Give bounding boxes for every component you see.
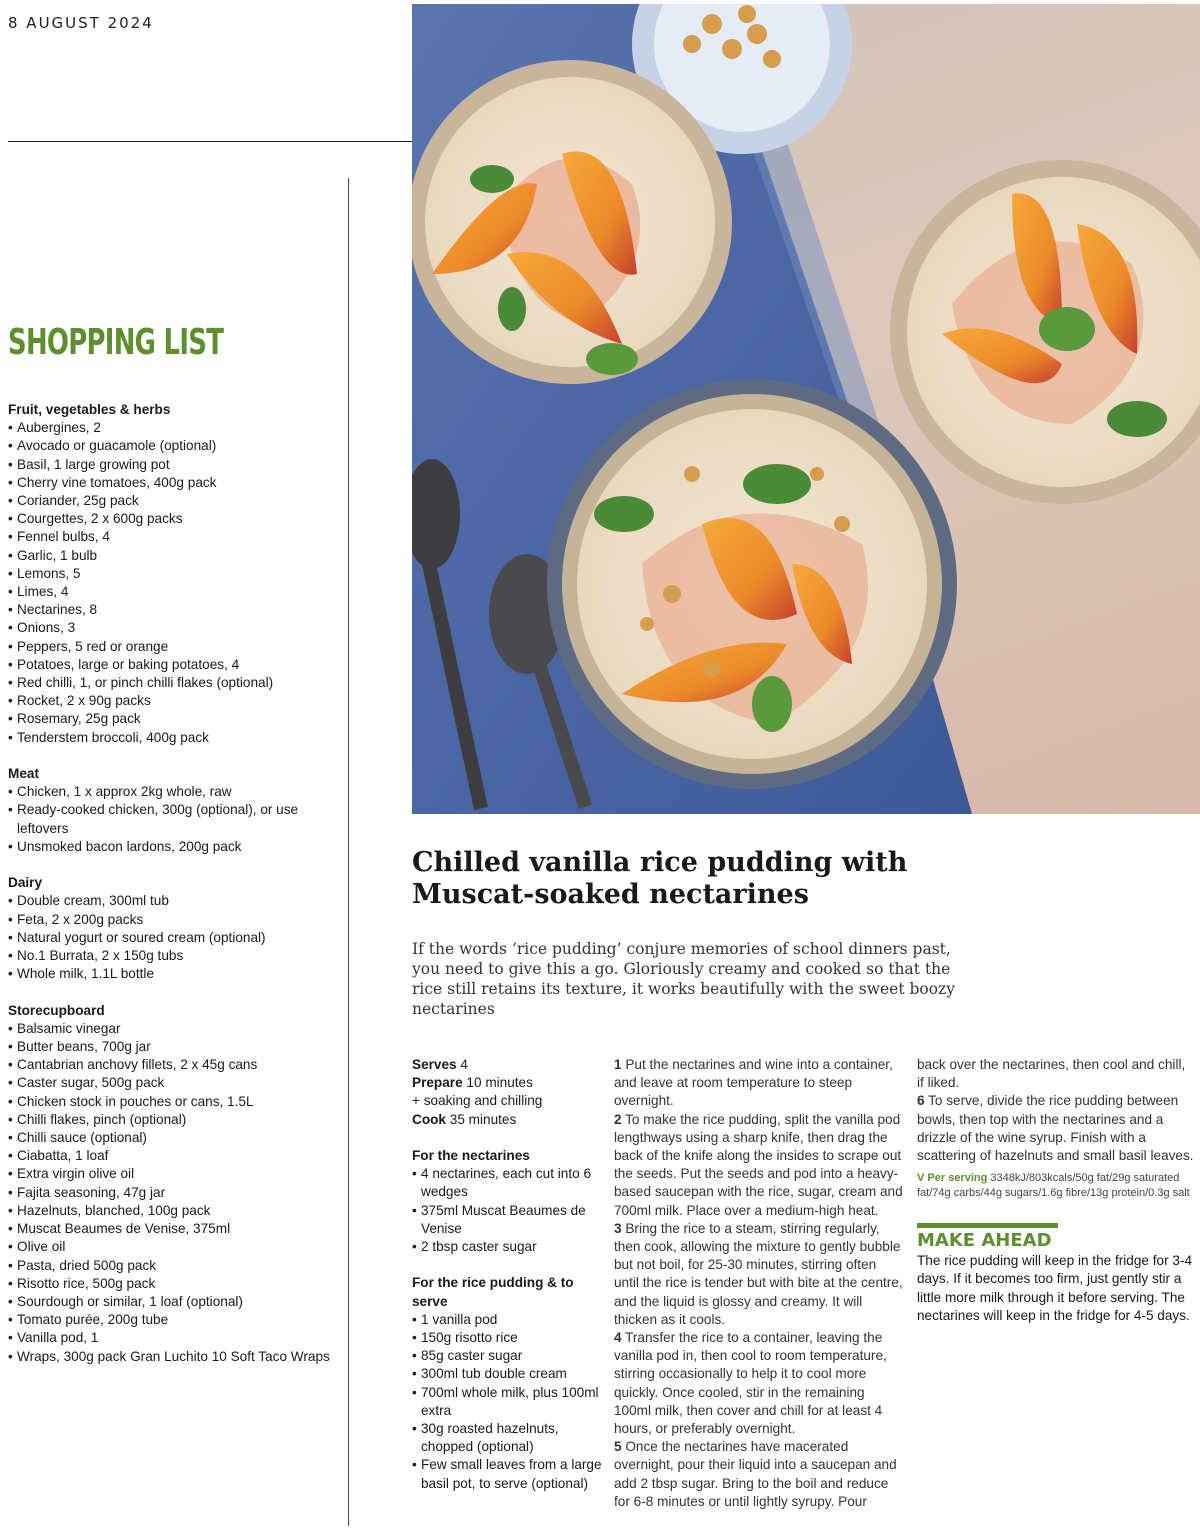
method-step (917, 1092, 1195, 1165)
shopping-item: • Extra virgin olive oil (8, 1165, 343, 1183)
step-text: Transfer the rice to a container, leaving the vanilla pod in, then cool to room temperature, stirring occasionally to help it to cool more quickly. Once cooled, stir in the remaining 100ml milk, then cover and chill for at least 4 hours, or preferably overnight. (614, 1330, 887, 1437)
step-text: To serve, divide the rice pudding between bowls, then top with the nectarines and a drizzle of the wine syrup. Finish with a scattering of hazelnuts and small basil leaves. (917, 1093, 1194, 1164)
vegetarian-badge: V (917, 1172, 925, 1185)
nutrition-text: 3348kJ/803kcals/50g fat/29g saturated fat/74g carbs/44g sugars/1.6g fibre/13g protein/0.3g salt (917, 1172, 1190, 1200)
step-number: 3 (614, 1220, 622, 1236)
shopping-section-heading: Fruit, vegetables & herbs (8, 402, 171, 417)
shopping-item: • Vanilla pod, 1 (8, 1329, 343, 1347)
shopping-item: • Coriander, 25g pack (8, 492, 343, 510)
shopping-item: • Feta, 2 x 200g packs (8, 911, 343, 929)
step-5-continued: back over the nectarines, then cool and chill, if liked. (917, 1057, 1186, 1091)
shopping-item: • Unsmoked bacon lardons, 200g pack (8, 838, 343, 856)
method-column-continued (917, 1056, 1195, 1325)
nutrition-label: Per serving (927, 1172, 988, 1185)
shopping-item: • Ciabatta, 1 loaf (8, 1147, 343, 1165)
shopping-item: • Caster sugar, 500g pack (8, 1074, 343, 1092)
shopping-item: • Garlic, 1 bulb (8, 547, 343, 565)
recipe-photo (412, 4, 1200, 814)
shopping-item: • Rosemary, 25g pack (8, 710, 343, 728)
step-number: 4 (614, 1330, 622, 1346)
ingredient-item: • 300ml tub double cream (412, 1365, 602, 1383)
step-number: 1 (614, 1057, 622, 1072)
shopping-item: • Chicken, 1 x approx 2kg whole, raw (8, 783, 343, 801)
shopping-item: • Wraps, 300g pack Gran Luchito 10 Soft Taco Wraps (8, 1348, 343, 1366)
shopping-item: • Butter beans, 700g jar (8, 1038, 343, 1056)
shopping-item: • Peppers, 5 red or orange (8, 638, 343, 656)
serves-line (412, 1056, 602, 1074)
ingredient-item: • 375ml Muscat Beaumes de Venise (412, 1202, 602, 1238)
shopping-item: • Red chilli, 1, or pinch chilli flakes (optional) (8, 674, 343, 692)
recipe-intro: If the words ‘rice pudding’ conjure memories of school dinners past, you need to give this a go. Gloriously creamy and cooked so that the rice still retains its texture, it works beautifully with the sweet boozy nectarines (412, 940, 955, 1018)
cook-line (412, 1111, 602, 1129)
shopping-item: • Basil, 1 large growing pot (8, 456, 343, 474)
shopping-item: • Olive oil (8, 1238, 343, 1256)
ingredient-groups (412, 1147, 602, 1493)
shopping-list (8, 401, 343, 1366)
make-ahead-rule (917, 1223, 1058, 1228)
step-number: 2 (614, 1111, 622, 1127)
shopping-item: • Rocket, 2 x 90g packs (8, 692, 343, 710)
prepare-line (412, 1074, 602, 1092)
serves-label: Serves (412, 1057, 457, 1072)
shopping-item: • Ready-cooked chicken, 300g (optional), or use leftovers (8, 801, 343, 837)
shopping-item: • Natural yogurt or soured cream (optional) (8, 929, 343, 947)
shopping-item: • Pasta, dried 500g pack (8, 1257, 343, 1275)
shopping-item: • Muscat Beaumes de Venise, 375ml (8, 1220, 343, 1238)
step-number: 5 (614, 1439, 622, 1455)
step-text: Once the nectarines have macerated overnight, pour their liquid into a saucepan and add 2 tbsp sugar. Bring to the boil and reduce for 6-8 minutes or until lightly syrupy. Pour (614, 1439, 897, 1509)
ingredient-item: • 85g caster sugar (412, 1347, 602, 1365)
method-step (614, 1220, 904, 1329)
method-step (614, 1056, 904, 1111)
recipe-title-line-1: Chilled vanilla rice pudding with (412, 847, 908, 878)
shopping-item: • Fajita seasoning, 47g jar (8, 1184, 343, 1202)
shopping-section-heading: Dairy (8, 875, 43, 891)
shopping-item: • Hazelnuts, blanched, 100g pack (8, 1202, 343, 1220)
shopping-item: • Courgettes, 2 x 600g packs (8, 510, 343, 528)
header-rule (8, 141, 412, 142)
ingredient-group-heading: For the nectarines (412, 1148, 530, 1163)
shopping-item: • Avocado or guacamole (optional) (8, 437, 343, 455)
ingredient-item: • Few small leaves from a large basil pot, to serve (optional) (412, 1456, 602, 1492)
ingredient-item: • 150g risotto rice (412, 1329, 602, 1347)
ingredient-item: • 1 vanilla pod (412, 1311, 602, 1329)
method-step (614, 1329, 904, 1438)
cook-value: 35 minutes (449, 1111, 517, 1127)
step-text: To make the rice pudding, split the vanilla pod lengthways using a sharp knife, then drag the back of the knife along the insides to scrape out the seeds. Put the seeds and pod into a heavy-based saucepan with the rice, sugar, cream and 700ml milk. Place over a medium-high heat. (614, 1111, 903, 1218)
step-text: Bring the rice to a steam, stirring regularly, then cook, allowing the mixture to gently bubble but not boil, for 25-30 minutes, stirring often until the rice is tender but with bite at the centre, and the liquid is glossy and creamy. It will thicken as it cools. (614, 1220, 903, 1327)
shopping-item: • Lemons, 5 (8, 565, 343, 583)
shopping-item: • Aubergines, 2 (8, 419, 343, 437)
shopping-item: • Tomato purée, 200g tube (8, 1311, 343, 1329)
method-step (614, 1111, 904, 1220)
ingredient-item: • 700ml whole milk, plus 100ml extra (412, 1384, 602, 1420)
shopping-item: • Chilli sauce (optional) (8, 1129, 343, 1147)
shopping-item: • No.1 Burrata, 2 x 150g tubs (8, 947, 343, 965)
shopping-item: • Limes, 4 (8, 583, 343, 601)
shopping-item: • Fennel bulbs, 4 (8, 528, 343, 546)
prepare-extra: + soaking and chilling (412, 1093, 543, 1109)
method-step (614, 1438, 904, 1511)
make-ahead-text: The rice pudding will keep in the fridge for 3-4 days. If it becomes too firm, just gently stir a little more milk through it before serving. The nectarines will keep in the fridge for 4-5 days. (917, 1253, 1193, 1323)
ingredient-item: • 4 nectarines, each cut into 6 wedges (412, 1165, 602, 1201)
recipe-title-line-2: Muscat-soaked nectarines (412, 879, 809, 910)
ingredient-item: • 2 tbsp caster sugar (412, 1238, 602, 1256)
method-column (614, 1056, 904, 1511)
serves-value: 4 (460, 1057, 468, 1072)
step-text: Put the nectarines and wine into a container, and leave at room temperature to steep overnight. (614, 1057, 893, 1109)
shopping-item: • Chilli flakes, pinch (optional) (8, 1111, 343, 1129)
shopping-item: • Cantabrian anchovy fillets, 2 x 45g cans (8, 1056, 343, 1074)
shopping-item: • Cherry vine tomatoes, 400g pack (8, 474, 343, 492)
shopping-section-heading: Storecupboard (8, 1002, 105, 1018)
shopping-item: • Chicken stock in pouches or cans, 1.5L (8, 1093, 343, 1111)
shopping-item: • Sourdough or similar, 1 loaf (optional) (8, 1293, 343, 1311)
recipe-info-column (412, 1056, 602, 1493)
shopping-item: • Onions, 3 (8, 619, 343, 637)
shopping-item: • Double cream, 300ml tub (8, 892, 343, 910)
make-ahead-title: MAKE AHEAD (917, 1230, 1052, 1252)
column-divider (348, 178, 349, 1526)
recipe-title (412, 847, 972, 911)
nutrition-info (917, 1171, 1195, 1201)
ingredient-group-heading: For the rice pudding & to serve (412, 1275, 574, 1309)
ingredient-item: • 30g roasted hazelnuts, chopped (optional) (412, 1420, 602, 1456)
issue-date: 8 AUGUST 2024 (8, 14, 154, 32)
step-number: 6 (917, 1093, 925, 1109)
shopping-item: • Nectarines, 8 (8, 601, 343, 619)
shopping-item: • Risotto rice, 500g pack (8, 1275, 343, 1293)
shopping-item: • Whole milk, 1.1L bottle (8, 965, 343, 983)
shopping-item: • Potatoes, large or baking potatoes, 4 (8, 656, 343, 674)
shopping-item: • Balsamic vinegar (8, 1020, 343, 1038)
shopping-item: • Tenderstem broccoli, 400g pack (8, 729, 343, 747)
prepare-value: 10 minutes (466, 1075, 533, 1091)
shopping-list-title: SHOPPING LIST (8, 322, 224, 363)
prepare-label: Prepare (412, 1075, 463, 1091)
shopping-section-heading: Meat (8, 766, 39, 782)
cook-label: Cook (412, 1111, 446, 1127)
